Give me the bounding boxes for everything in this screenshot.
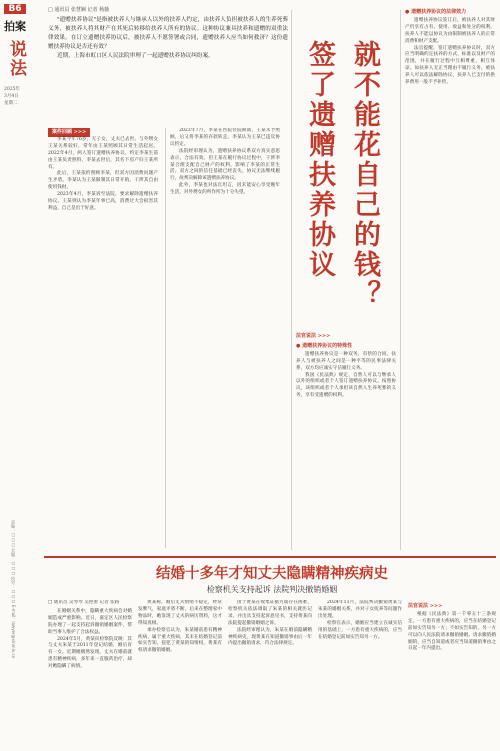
side-note: 责编：□□□ 美编：□□□ 校对：□□□ E-mail：lawyer@xinmin.cn (11, 520, 16, 659)
story2-headline: 结婚十多年才知丈夫隐瞒精神疾病史 (156, 565, 388, 582)
page-number: B6 (4, 4, 26, 14)
body-para: 承办检察官认为，朱某婚前患有精神疾病，属于重大疾病，其未在结婚登记前如实告知，侵犯了黄某的知情权，黄某有权请求撤销婚姻。 (138, 627, 222, 654)
body-para: 遗赠扶养协议是一种双务、有偿的合同。扶养人与被扶养人之间是一种平等的民事法律关系，双方均应诚实守信履行义务。 (296, 351, 396, 371)
body-para: 此后，王某依约照顾李某，但双方因消费问题产生矛盾。李某认为王某限制其日常开销，干涉其自由使用钱财。 (48, 171, 158, 191)
story2-col5 (408, 600, 496, 748)
headline-main: 就不能花自己的钱？ (349, 40, 380, 310)
lead-para: 近期，上海市虹口区人民法院审理了一起遗赠扶养协议纠纷案。 (57, 53, 214, 59)
body-para: 黄某称，婚后丈夫情绪不稳定，经常发脾气，家庭矛盾不断。后来在整理家中物品时，她发现了丈夫的病历资料，这才得知真相。 (138, 600, 222, 626)
date-weekday: 星期二 (4, 101, 18, 106)
body-para: 2024年11月，法院判决撤销黄某与朱某的婚姻关系，并对子女抚养等问题作出处理。 (318, 600, 402, 619)
body-para: 李某今年76岁，无子女，丈夫已去世。与外甥女王某关系较好，常年由王某照顾其日常生活起居。2022年4月，两人签订遗赠扶养协议，约定李某生前由王某负责照料，李某去世后，其名下房产归王某所有。 (48, 136, 158, 170)
story-divider (44, 556, 496, 558)
column-name: 说法 (6, 40, 26, 78)
body-para: 2023年4月，李某诉至法院，要求解除遗赠扶养协议。王某则认为李某年事已高，消费过大会损害其利益，自己是出于好意。 (48, 192, 158, 211)
body-para: 我国《民法典》规定，自然人可以与继承人以外的组织或者个人签订遗赠扶养协议。按照协议，该组织或者个人承担该自然人生养死葬的义务，享有受遗赠的权利。 (296, 372, 396, 399)
date-day: 3月4日 (4, 94, 19, 99)
section-case-review: 案件回顾 >>> (48, 128, 90, 137)
headline-sub: 签了遗赠扶养协议 (304, 40, 335, 280)
subsection-title: ● 遗赠扶养协议的特殊性 (296, 342, 353, 349)
body-para: 检察官表示，婚姻应当建立在诚实信用的基础上，一方患有重大疾病的，应当在结婚登记前如实告知另一方。 (318, 620, 402, 640)
subsection-title: ● 遗赠扶养协议的法律效力 (405, 9, 467, 15)
body-para: 法院经审理认为，遗赠扶养协议系双方真实意思表示，合法有效。但王某在履行协议过程中，干涉李某合理支配自己财产的权利，影响了李某的正常生活。双方之间的信任基础已经丧失，协议无法继续履行，故判决解除该遗赠扶养协议。 (170, 148, 280, 182)
section-judge-says: 法官说法 >>> (408, 603, 443, 609)
story1-lead (48, 16, 288, 61)
story1-col4 (405, 6, 495, 550)
story2-col4 (318, 600, 402, 748)
story2-col2 (138, 600, 222, 748)
body-para: 2024年5月，黄某向检察院反映：其与丈夫朱某于2011年登记结婚，婚后育有一女。近期她偶然发现，丈夫在婚前就患有精神疾病，多年来一直服药治疗，却对她隐瞒了病情。 (48, 636, 132, 670)
story1-headline (300, 40, 384, 320)
section-name: 拍案 (4, 20, 26, 33)
body-para: 遗赠扶养协议签订后，被扶养人对其财产仍享有占有、使用、收益和处分的权利。扶养人不能以协议为由限制被扶养人的正常消费和财产支配。 (405, 17, 495, 44)
section-judge-says: 法官说法 >>> (296, 333, 331, 339)
body-para: 法官提醒，签订遗赠扶养协议时，双方应当明确约定扶养的方式、标准以及财产的范围，并在履行过程中互相尊重，相互体谅。如扶养人无正当理由不履行义务，被扶养人可以依法解除协议，扶养人已支付的供养费用一般不予补偿。 (405, 45, 495, 86)
date-year: 2025年 (4, 87, 20, 92)
story1-col2 (170, 128, 280, 548)
column-divider (291, 10, 292, 550)
story2-subhead: 检察机关支持起诉 法院判决撤销婚姻 (206, 585, 338, 594)
body-para: 由于黄某在收集证据方面存在困难，检察机关依法调取了朱某的相关就医记录，并出具支持起诉意见书，支持黄某向法院提起撤销婚姻之诉。 (228, 600, 312, 626)
story2-byline: □ 通讯员 吴琴琴 吴艳蕾 记者 张路 (48, 600, 120, 605)
story1-col3 (296, 330, 396, 550)
story1-col1 (48, 128, 158, 548)
story2-col1 (48, 600, 132, 748)
column-divider (165, 128, 166, 548)
publish-date (4, 86, 34, 107)
body-para: 此外，李某也对法官坦言，因未能安心享受晚年生活，对外甥女的所作所为十分失望。 (170, 183, 280, 196)
column-divider (400, 10, 401, 550)
masthead (4, 4, 34, 107)
story2-col3 (228, 600, 312, 748)
body-para: 在婚姻关系中，隐瞒重大疾病会对婚姻造成严重影响。近日，嘉定区人民检察院办理了一起支持起诉撤销婚姻案件，帮助当事人维护了合法权益。 (48, 608, 132, 635)
body-para: 根据《民法典》第一千零五十三条规定，一方患有重大疾病的，应当在结婚登记前如实告知另一方；不如实告知的，另一方可以向人民法院请求撤销婚姻。请求撤销婚姻的，应当自知道或者应当知道撤销事由之日起一年内提出。 (408, 611, 496, 652)
story1-byline: □ 通讯员 张慧娴 记者 杨薇 (48, 7, 110, 13)
body-para: 法院经审理认为，朱某在婚前隐瞒精神疾病史，现黄某在知道撤销事由后一年内提出撤销请求，符合法律规定。 (228, 627, 312, 647)
body-para: 2023年7月，李某在医院住院期间，王某未予照顾，后又将李某的存款转走。李某认为王某已违反协议约定。 (170, 128, 280, 147)
lead-para: "遗赠扶养协议"是指被扶养人与继承人以外的扶养人约定，由扶养人负担被扶养人的生养死葬义务，被扶养人将其财产在其死后转移给扶养人所有的协议。这种协议兼具扶养和遗赠的双重法律效果。在订立遗赠扶养协议后，被扶养人不愿签署或合同，遗赠扶养人应当如何救济？这份遗赠扶养协议是否还有效？ (48, 17, 288, 50)
